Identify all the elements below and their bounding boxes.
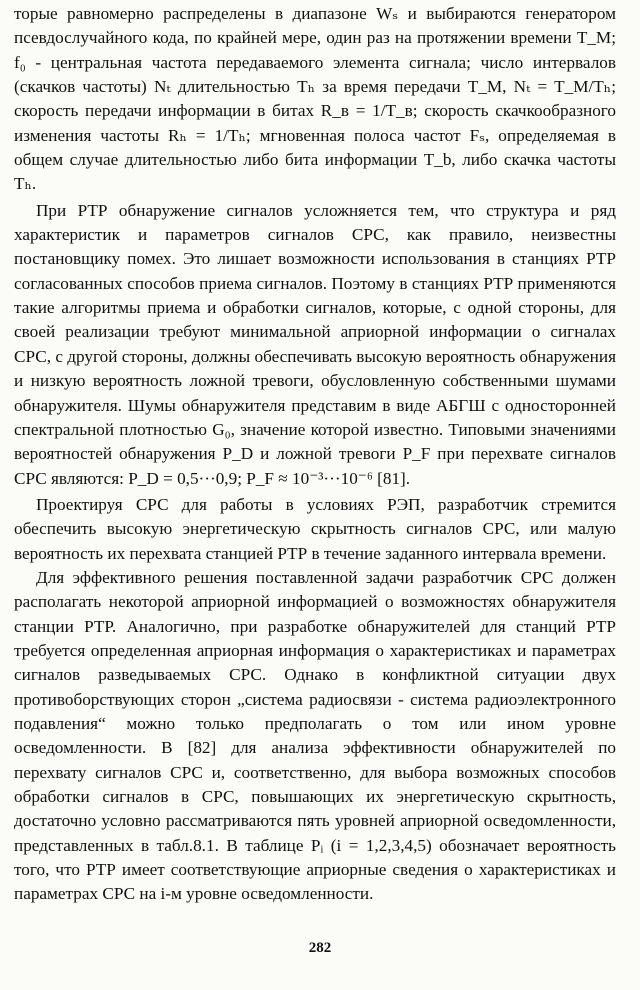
page-number: 282 bbox=[308, 940, 332, 956]
paragraph-2: При РТР обнаружение сигналов усложняется тем, что структура и ряд характеристик и параметров сигналов СРС, как правило, неизвестны постановщику помех. Это лишает возможности использования в станциях РТР согласованных способов приема сигналов. Поэтому в станциях РТР применяются такие алгоритмы приема и обработки сигналов, которые, с одной стороны, для своей реализации требуют минимальной априорной информации о сигналах СРС, с другой стороны, должны обеспечивать высокую вероятность обнаружения и низкую вероятность ложной тревоги, обусловленную собственными шумами обнаружителя. Шумы обнаружителя представим в виде АБГШ с односторонней спектральной плотностью G₀, значение которой известно. Типовыми значениями вероятностей обнаружения P_D и ложной тревоги P_F при перехвате сигналов СРС являются: P_D = 0,5···0,9; P_F ≈ 10⁻³···10⁻⁶ [81]. bbox=[14, 200, 616, 488]
paragraph-3: Проектируя СРС для работы в условиях РЭП, разработчик стремится обеспечить высокую энергетическую скрытность сигналов СРС, или малую вероятность их перехвата станцией РТР в течение заданного интервала времени. bbox=[14, 494, 616, 563]
paragraph-1: торые равномерно распределены в диапазоне Wₛ и выбираются генератором псевдослучайного кода, по крайней мере, один раз на протяжении времени T_M; f₀ - центральная частота передаваемого элемента сигнала; число интервалов (скачков частоты) Nₜ длительностью Tₕ за время передачи T_M, Nₜ = T_M/Tₕ; скорость передачи информации в битах R_в = 1/T_в; скорость скачкообразного изменения частоты Rₕ = 1/Tₕ; мгновенная полоса частот Fₛ, определяемая в общем случае длительностью либо бита информации T_b, либо скачка частоты Tₕ. bbox=[14, 4, 616, 194]
body-text bbox=[14, 2, 616, 907]
paragraph-4: Для эффективного решения поставленной задачи разработчик СРС должен располагать некоторой априорной информацией о возможностях обнаружителя станции РТР. Аналогично, при разработке обнаружителей для станций РТР требуется определенная априорная информация о характеристиках и параметрах сигналов разведываемых СРС. Однако в конфликтной ситуации двух противоборствующих сторон „система радиосвязи - система радиоэлектронного подавления“ можно только предполагать о том или ином уровне осведомленности. В [82] для анализа эффективности обнаружителей по перехвату сигналов СРС и, соответственно, для выбора возможных способов обработки сигналов в СРС, повышающих их энергетическую скрытность, достаточно условно рассматриваются пять уровней априорной осведомленности, представленных в табл.8.1. В таблице Pᵢ (i = 1,2,3,4,5) обозначает вероятность того, что РТР имеет соответствующие априорные сведения о характеристиках и параметрах СРС на i-м уровне осведомленности. bbox=[14, 567, 616, 904]
